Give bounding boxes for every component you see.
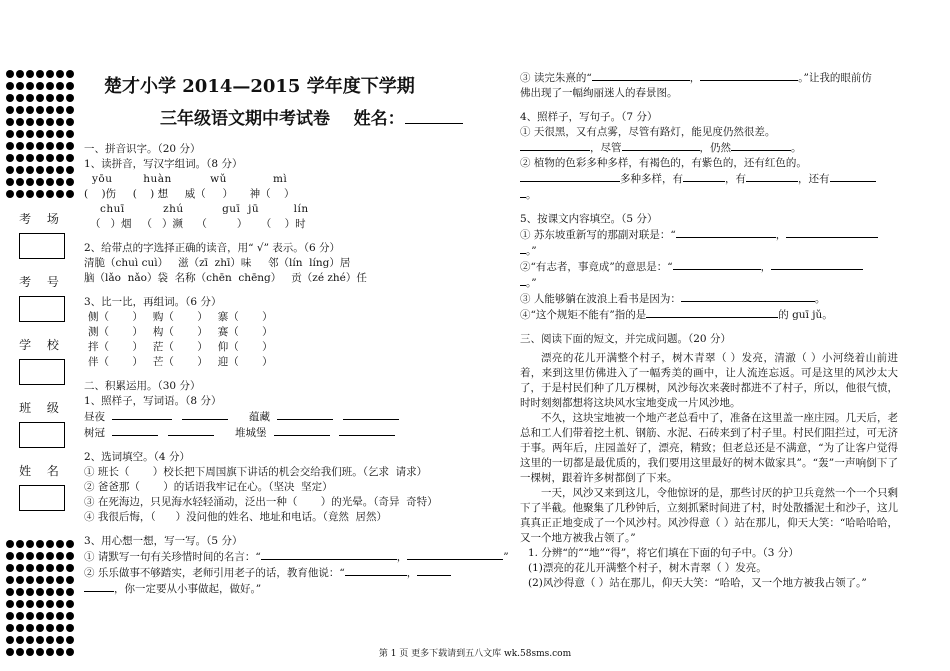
section-1-heading: 一、拼音识字。（20 分）	[84, 143, 201, 155]
q2-heading: 2、给带点的字选择正确的读音，用“ √” 表示。（6 分）	[84, 242, 341, 254]
q5-row-5	[520, 291, 898, 307]
decor-dot	[26, 600, 34, 608]
prompt-text: ，有	[725, 173, 746, 185]
q5-row-3	[520, 259, 898, 275]
decor-dot	[36, 154, 44, 162]
decor-dot	[16, 624, 24, 632]
answer-blank[interactable]	[786, 227, 878, 238]
decor-dot	[56, 82, 64, 90]
decor-dot	[66, 130, 74, 138]
decor-dot	[16, 118, 24, 126]
punct: 。	[791, 142, 802, 154]
decor-dot	[56, 142, 64, 150]
answer-blank[interactable]	[681, 291, 815, 302]
decor-dot	[6, 552, 14, 560]
decor-dot	[56, 178, 64, 186]
s2-q2-heading: 2、选词填空。（4 分）	[84, 451, 190, 463]
decor-dot	[66, 142, 74, 150]
answer-blank[interactable]	[520, 171, 620, 182]
decor-dot	[36, 130, 44, 138]
decor-dot	[16, 142, 24, 150]
decor-dot	[6, 154, 14, 162]
school-box[interactable]	[19, 359, 65, 385]
class-label: 班 级	[19, 401, 65, 415]
decor-dot	[56, 624, 64, 632]
decor-dot	[6, 624, 14, 632]
q5-heading: 5、按课文内容填空。（5 分）	[520, 213, 658, 225]
prompt-text: ，还有	[798, 173, 830, 185]
decor-dot	[66, 166, 74, 174]
q3-row: 侧（ ） 购（ ） 寨（ ）	[88, 311, 273, 323]
q4-answer-2	[520, 171, 898, 187]
decor-dot	[26, 612, 34, 620]
decor-dot	[36, 624, 44, 632]
q1-heading: 1、读拼音，写汉字组词。（8 分）	[84, 158, 243, 170]
decor-dot	[36, 600, 44, 608]
decor-dot	[16, 82, 24, 90]
decor-dot	[46, 564, 54, 572]
decor-dot	[46, 130, 54, 138]
punct: 。”	[526, 245, 537, 257]
decor-dot	[16, 552, 24, 560]
answer-blank[interactable]	[339, 425, 395, 436]
prompt-text: ，你一定要从小事做起，做好。”	[114, 583, 262, 595]
page-title: 楚才小学 2014—2015 学年度下学期	[104, 76, 415, 97]
decor-dot	[16, 576, 24, 584]
answer-blank[interactable]	[182, 409, 228, 420]
left-column	[84, 142, 509, 597]
punct: 。	[526, 189, 537, 201]
q4-example-1: ① 天很黑，又有点雾，尽管有路灯，能见度仍然很差。	[520, 126, 776, 138]
decor-dot	[56, 154, 64, 162]
answer-blank[interactable]	[407, 549, 503, 560]
name-label: 姓 名	[19, 464, 65, 478]
decor-dot	[46, 142, 54, 150]
decor-dot	[16, 94, 24, 102]
decor-dot	[46, 178, 54, 186]
section-2-heading: 二、积累运用。（30 分）	[84, 380, 201, 392]
decor-dot	[26, 624, 34, 632]
answer-blank[interactable]	[261, 549, 397, 560]
decor-dot	[26, 576, 34, 584]
decor-dot	[36, 142, 44, 150]
passage-paragraph-3: 一天，风沙又来到这儿，令他惊讶的是，那些讨厌的护卫兵竟然一个一个只剩下了半截。他聚集了几秒钟后，立刻抓紧时间进了村，时处散播泥土和沙子，这儿真真正正地变成了一个风沙村。风沙得意（ ）站在那儿，仰天大笑：“哈哈哈哈，又一个地方被我占领了。”	[520, 487, 898, 544]
decor-dot	[6, 142, 14, 150]
q5-row-6	[520, 307, 898, 323]
name-box[interactable]	[19, 485, 65, 511]
decor-dot	[6, 130, 14, 138]
decor-dot	[6, 576, 14, 584]
decor-dot	[26, 166, 34, 174]
example-word: 树冠	[84, 427, 105, 439]
decor-dot	[46, 190, 54, 198]
prompt-text: ③ 读完朱熹的“	[520, 72, 592, 84]
decor-dot	[66, 636, 74, 644]
q4-example-2: ② 植物的色彩多种多样，有褐色的，有紫色的，还有红色的。	[520, 157, 807, 169]
prompt-text: ① 苏东坡重新写的那副对联是：“	[520, 229, 676, 241]
decor-dot	[66, 540, 74, 548]
decor-dot	[26, 130, 34, 138]
prompt-text: ① 请默写一句有关珍惜时间的名言：“	[84, 551, 261, 563]
s2-q3-heading: 3、用心想一想，写一写。（5 分）	[84, 535, 243, 547]
decor-dot	[56, 190, 64, 198]
decor-dot	[56, 576, 64, 584]
s2-q3-row-1	[84, 549, 509, 565]
decor-dot	[56, 552, 64, 560]
decor-dot	[16, 540, 24, 548]
answer-blank[interactable]	[112, 409, 172, 420]
s2-q2-row: ① 班长（ ）校长把下周国旗下讲话的机会交给我们班。（乞求 请求）	[84, 466, 428, 478]
decor-dot	[66, 564, 74, 572]
decor-dot	[66, 576, 74, 584]
decor-dot	[36, 612, 44, 620]
exam-room-label: 考 场	[19, 212, 65, 226]
decor-dot	[56, 94, 64, 102]
decor-dot	[36, 70, 44, 78]
decor-dot	[6, 190, 14, 198]
page-subtitle	[160, 104, 463, 129]
decor-dot	[26, 82, 34, 90]
punct: ”	[503, 551, 509, 563]
decor-dot	[36, 82, 44, 90]
answer-blank[interactable]	[646, 307, 778, 318]
answer-blank[interactable]	[168, 425, 214, 436]
section-3-heading: 三、阅读下面的短文，并完成问题。（20 分）	[520, 333, 731, 345]
decor-dot	[16, 70, 24, 78]
punct: ，	[775, 229, 787, 241]
decor-dot	[36, 178, 44, 186]
decor-dot	[6, 600, 14, 608]
answer-blank[interactable]	[676, 227, 776, 238]
decor-dot	[36, 636, 44, 644]
answer-blank[interactable]	[274, 425, 330, 436]
decor-dot	[6, 82, 14, 90]
answer-blank[interactable]	[112, 425, 158, 436]
decor-dot	[16, 636, 24, 644]
answer-blank[interactable]	[683, 171, 725, 182]
decor-dot	[66, 624, 74, 632]
answer-blank[interactable]	[622, 140, 700, 151]
decor-dot	[66, 588, 74, 596]
s2-q1-heading: 1、照样子，写词语。（8 分）	[84, 395, 222, 407]
decor-dot	[56, 564, 64, 572]
punct: ，	[689, 72, 701, 84]
decor-dot	[66, 552, 74, 560]
q4-answer-1	[520, 140, 898, 156]
passage-paragraph-2: 不久，这块宝地被一个地产老总看中了，准备在这里盖一座庄园。几天后，老总和工人们带着挖土机、钢筋、水泥、石砖来到了村子里。村民们阻拦过，可无济于事。两年后，庄园盖好了，漂亮，精致；但老总还是不满意，“为了让客户觉得这里的一切都是最优质的，我们要用这里最好的树木做家具”。“轰”一声响倒下了一棵树，跟着许多树都倒了下来。	[520, 412, 898, 484]
decor-dot	[16, 166, 24, 174]
decor-dot	[46, 154, 54, 162]
right-column	[520, 70, 898, 591]
decor-dot	[46, 70, 54, 78]
pinyin-row-1: yōu huàn wǔ mì	[92, 173, 288, 185]
school-label: 学 校	[19, 338, 65, 352]
decor-dot	[26, 552, 34, 560]
answer-blank[interactable]	[417, 565, 451, 576]
decor-dot	[6, 636, 14, 644]
prompt-text: ，尽管	[590, 142, 622, 154]
decor-dot	[46, 118, 54, 126]
subtitle-text: 三年级语文期中考试卷 姓名：	[160, 109, 405, 129]
hanzi-row-2: （ ）烟 （ ）濒 （ ） （ ）时	[90, 218, 306, 230]
answer-blank[interactable]	[343, 409, 399, 420]
decor-dot	[26, 142, 34, 150]
answer-blank[interactable]	[731, 140, 791, 151]
decor-dot	[56, 130, 64, 138]
decor-dot	[36, 106, 44, 114]
decor-dot	[66, 154, 74, 162]
decor-dot	[36, 94, 44, 102]
decor-dot	[56, 106, 64, 114]
decor-dot	[56, 600, 64, 608]
q3-row: 测（ ） 构（ ） 赛（ ）	[88, 326, 273, 338]
decor-dot	[16, 612, 24, 620]
decor-dot	[56, 588, 64, 596]
r-q3-line-1	[520, 70, 898, 86]
decor-dot	[16, 600, 24, 608]
decor-dot	[66, 190, 74, 198]
s2-q2-row: ② 爸爸那（ ）的话语我牢记在心。（坚决 坚定）	[84, 481, 333, 493]
decor-dot	[6, 70, 14, 78]
class-box[interactable]	[19, 422, 65, 448]
answer-blank[interactable]	[700, 70, 798, 81]
decor-dot	[6, 166, 14, 174]
prompt-text: ④“这个规矩不能有”指的是	[520, 309, 647, 321]
example-word: 蕴藏	[249, 411, 271, 423]
answer-blank[interactable]	[277, 409, 333, 420]
decor-dot	[56, 70, 64, 78]
q5-row-1	[520, 227, 898, 243]
decor-dot	[26, 106, 34, 114]
page-footer: 第 1 页 更多下载请到五八文库 wk.58sms.com	[378, 649, 572, 659]
decor-dot	[26, 94, 34, 102]
decor-dot	[6, 94, 14, 102]
passage-paragraph-1: 漂亮的花儿开满整个村子，树木青翠（ ）发亮，清澈（ ）小河绕着山前进着，来到这里仿佛进入了一幅秀美的画中，让人流连忘返。可是这里的风沙太大了，于是村民们种了几万棵树，风沙每次来袭时都进不了村子，所以，他很气愤，时时刻刻都想将这块风水宝地变成一片风沙地。	[520, 352, 898, 409]
prompt-text: 。”让我的眼前仿	[798, 72, 872, 84]
hanzi-row-1: ( )伤 ( ) 想 威（ ） 神（ ）	[84, 188, 295, 200]
example-word: 昼夜	[84, 411, 105, 423]
decor-dot	[56, 118, 64, 126]
decor-dot	[6, 564, 14, 572]
exam-number-label: 考 号	[19, 275, 65, 289]
decor-dot	[26, 178, 34, 186]
example-word: 堆城堡	[235, 427, 267, 439]
prompt-text: 的 guī jǔ。	[778, 309, 833, 321]
reading-q1-row-1: (1)漂亮的花儿开满整个村子，树木青翠（ ）发亮。	[528, 562, 767, 574]
decor-dot	[26, 564, 34, 572]
decor-dot	[26, 588, 34, 596]
decor-dot	[56, 636, 64, 644]
decor-dot	[56, 166, 64, 174]
q2-row-2: 脑（lǎo nǎo）袋 名称（chēn chēng） 贡（zé zhé）任	[84, 272, 367, 284]
binding-info-column	[14, 210, 70, 525]
decor-dot	[6, 106, 14, 114]
decor-dot	[16, 190, 24, 198]
prompt-text: ，仍然	[699, 142, 731, 154]
reading-q1-heading: 1. 分辨“的”“地”“得”，将它们填在下面的句子中。（3 分）	[528, 547, 799, 559]
q4-heading: 4、照样子，写句子。（7 分）	[520, 111, 658, 123]
answer-blank[interactable]	[84, 581, 114, 592]
decor-dot	[6, 612, 14, 620]
decor-dot	[26, 190, 34, 198]
decor-dot	[46, 166, 54, 174]
answer-blank[interactable]	[830, 171, 876, 182]
q5-row-4	[520, 275, 898, 291]
punct: ，	[406, 567, 418, 579]
decor-dot	[66, 70, 74, 78]
q3-row: 拌（ ） 茫（ ） 仰（ ）	[88, 341, 273, 353]
q3-row: 伴（ ） 芒（ ） 迎（ ）	[88, 356, 273, 368]
decor-dot	[66, 94, 74, 102]
decor-dot	[36, 118, 44, 126]
decor-dot	[46, 576, 54, 584]
decor-dot	[46, 600, 54, 608]
q4-answer-2-end	[520, 187, 898, 203]
decor-dot	[66, 178, 74, 186]
decor-dot	[36, 552, 44, 560]
s2-q2-row: ③ 在死海边，只见海水轻轻涌动，泛出一种（ ）的光晕。（奇异 奇特）	[84, 496, 438, 508]
answer-blank[interactable]	[673, 259, 761, 270]
decor-dot	[66, 118, 74, 126]
prompt-text: ③ 人能够躺在波浪上看书是因为：	[520, 293, 681, 305]
s2-q2-row: ④ 我很后悔，（ ）没问他的姓名、地址和电话。（竟然 居然）	[84, 511, 388, 523]
r-q3-line-2: 佛出现了一幅绚丽迷人的春景图。	[520, 87, 678, 99]
q3-heading: 3、比一比，再组词。（6 分）	[84, 296, 222, 308]
punct: ，	[396, 551, 408, 563]
decor-dot	[46, 612, 54, 620]
decor-dot	[16, 154, 24, 162]
exam-room-box[interactable]	[19, 233, 65, 259]
answer-blank[interactable]	[345, 565, 407, 576]
s2-q3-row-3	[84, 581, 474, 597]
decor-dot	[26, 636, 34, 644]
prompt-text: ②“有志者，事竟成”的意思是：“	[520, 261, 673, 273]
decor-dot	[56, 612, 64, 620]
decor-dot	[46, 94, 54, 102]
decor-dot	[6, 588, 14, 596]
decor-dot	[46, 540, 54, 548]
decor-dot	[26, 540, 34, 548]
s2-q1-row-1	[84, 409, 474, 425]
decor-dot	[66, 106, 74, 114]
s2-q1-row-2	[84, 425, 474, 441]
decor-dot	[36, 588, 44, 596]
decor-dot	[26, 70, 34, 78]
q5-row-2	[520, 243, 898, 259]
decor-dot	[26, 154, 34, 162]
punct: ，	[760, 261, 772, 273]
punct: 。”	[526, 277, 537, 289]
decor-dot	[6, 118, 14, 126]
decor-dot	[46, 588, 54, 596]
s2-q3-row-2	[84, 565, 474, 581]
decor-dot	[6, 540, 14, 548]
answer-blank[interactable]	[771, 259, 863, 270]
answer-blank[interactable]	[592, 70, 690, 81]
pinyin-row-2: chuī zhú guī jū lín	[100, 203, 309, 215]
decor-dot	[56, 540, 64, 548]
reading-q1-row-2: (2)风沙得意（ ）站在那儿，仰天大笑：“哈哈，又一个地方被我占领了。”	[528, 577, 867, 589]
decor-dot	[16, 178, 24, 186]
decor-dot	[16, 130, 24, 138]
decor-dot	[66, 612, 74, 620]
decor-dot	[46, 82, 54, 90]
decor-dot	[16, 588, 24, 596]
q2-row-1: 清脆（chuì cuì） 滋（zī zhī）味 邻（lín líng）居	[84, 257, 351, 269]
decor-dot	[46, 636, 54, 644]
decor-dot	[46, 624, 54, 632]
decor-dot	[36, 190, 44, 198]
decor-dot	[16, 564, 24, 572]
name-blank[interactable]	[405, 123, 463, 124]
decor-dot	[46, 552, 54, 560]
exam-number-box[interactable]	[19, 296, 65, 322]
punct: 。	[814, 293, 826, 305]
decor-dot	[16, 106, 24, 114]
decor-dot	[36, 564, 44, 572]
decor-dot	[66, 82, 74, 90]
decor-dot	[36, 576, 44, 584]
prompt-text: ② 乐乐做事不够踏实，老师引用老子的话，教育他说：“	[84, 567, 345, 579]
decor-dot	[36, 540, 44, 548]
decor-dot	[6, 178, 14, 186]
answer-blank[interactable]	[520, 140, 590, 151]
decor-dot	[26, 118, 34, 126]
answer-blank[interactable]	[746, 171, 798, 182]
prompt-text: 多种多样，有	[620, 173, 683, 185]
decor-dot	[66, 600, 74, 608]
decor-dot	[46, 106, 54, 114]
decor-dot	[36, 166, 44, 174]
